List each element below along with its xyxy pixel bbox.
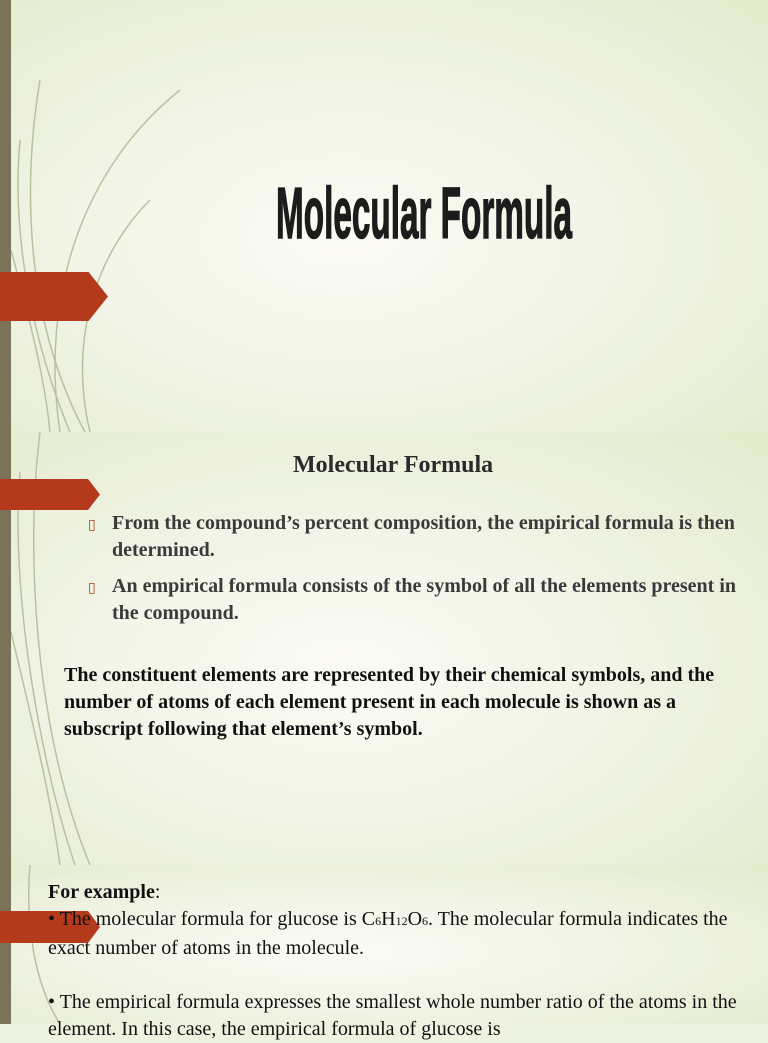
decorative-swirl — [0, 0, 200, 432]
slide-title — [276, 152, 576, 252]
bullet-text: From the compound’s percent composition, the empirical formula is then determined. — [112, 512, 735, 561]
example-text — [48, 879, 738, 1043]
accent-arrow — [0, 272, 108, 321]
element-o: O — [407, 908, 423, 930]
bullet-marker-icon: ▯ — [88, 517, 96, 533]
glucose-intro: • The molecular formula for glucose is — [48, 908, 362, 930]
glucose-rest: . The molecular formula indicates the exact number of atoms in the molecule. — [48, 908, 728, 959]
accent-arrow — [0, 479, 100, 510]
definition-slide — [0, 432, 768, 865]
title-slide — [0, 0, 768, 432]
subscript-c: 6 — [375, 914, 382, 928]
example-label — [48, 879, 738, 906]
list-item — [88, 510, 738, 564]
section-heading: Molecular Formula — [293, 452, 494, 478]
bullet-text: An empirical formula consists of the symbol of all the elements present in the compound. — [112, 575, 737, 624]
subscript-h: 12 — [395, 914, 408, 928]
sidebar-bar — [0, 0, 11, 432]
example-label-colon: : — [154, 881, 161, 903]
empirical-statement: • The empirical formula expresses the smallest whole number ratio of the atoms in the element. In this case, the empirical formula of glucose is — [48, 991, 737, 1040]
chemical-formula — [362, 908, 428, 930]
bullet-marker-icon: ▯ — [88, 580, 96, 596]
sidebar-bar — [0, 865, 11, 1024]
element-c: C — [361, 908, 376, 930]
list-item — [88, 573, 738, 627]
example-label-text: For example — [48, 881, 155, 903]
bullet-list — [88, 510, 738, 636]
element-h: H — [381, 908, 396, 930]
example-slide — [0, 865, 768, 1040]
subscript-o: 6 — [422, 914, 429, 928]
glucose-statement — [48, 906, 738, 962]
slide-title-text: Molecular Formula — [276, 174, 573, 254]
explanation-paragraph: The constituent elements are represented by their chemical symbols, and the number of atoms of each element present in each molecule is shown as a subscript following that element’s symbol. — [64, 664, 715, 740]
